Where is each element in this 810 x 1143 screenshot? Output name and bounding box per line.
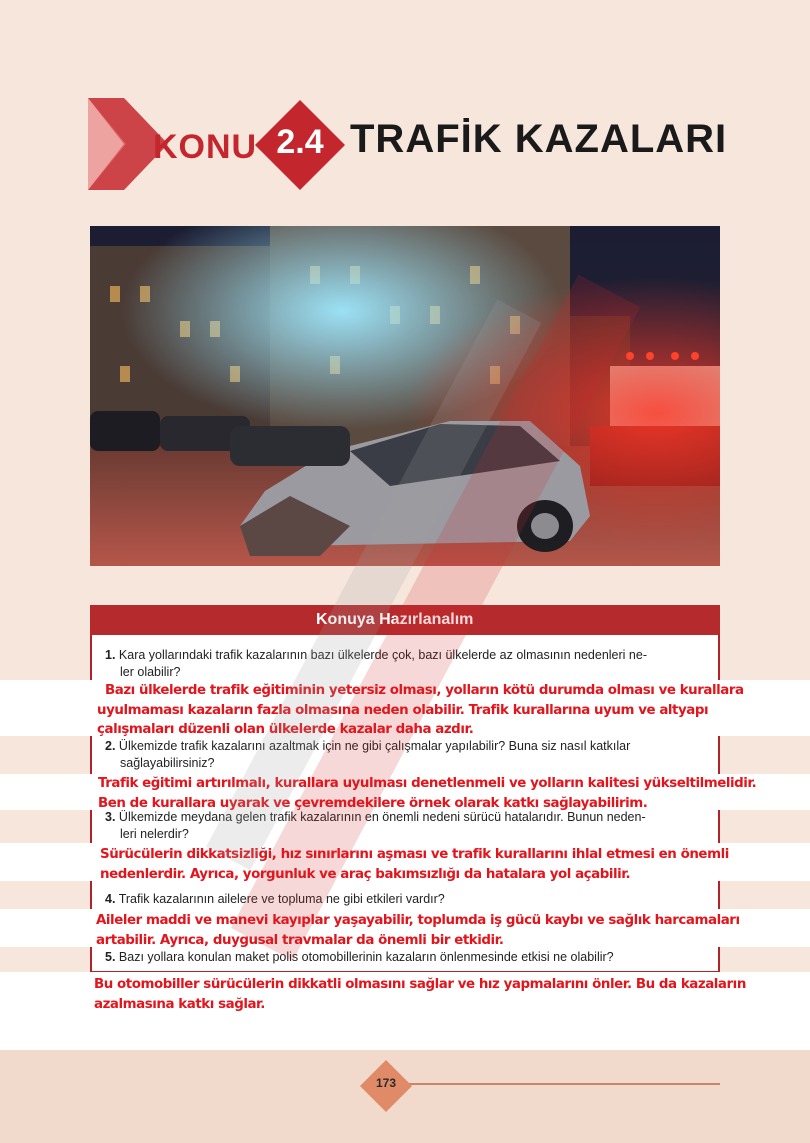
page-number: 173 (375, 1076, 397, 1090)
accident-photo (90, 226, 720, 566)
answer-3: Sürücülerin dikkatsizliği, hız sınırlarını aşması ve trafik kurallarını ihlal etmesi en önemli nedenlerdir. Ayrıca, yorgunluk ve araç bakımsızlığı da hatalara yol açabilir. (100, 847, 729, 882)
page-divider-line (400, 1083, 720, 1085)
question-3: 3. Ülkemizde meydana gelen trafik kazalarının en önemli nedeni sürücü hatalarıdır. Bunun neden- leri nelerdir? (105, 810, 646, 841)
answer-1: Bazı ülkelerde trafik eğitiminin yetersiz olması, yolların kötü durumda olması ve kurallara uyulmaması kazaların fazla olmasına neden olabilir. Trafik kurallarına uyum ve altyapı çalışmaları düzenli olan ülkelerde kazalar daha azdır. (97, 683, 744, 737)
question-1: 1. Kara yollarındaki trafik kazalarının bazı ülkelerde çok, bazı ülkelerde az olmasının nedenleri ne- ler olabilir? (105, 648, 647, 679)
question-5: 5. Bazı yollara konulan maket polis otomobillerinin kazaların önlenmesinde etkisi ne olabilir? (105, 950, 614, 964)
konu-label: KONU (153, 128, 258, 166)
question-4: 4. Trafik kazalarının ailelere ve topluma ne gibi etkileri vardır? (105, 892, 445, 906)
answer-5: Bu otomobiller sürücülerin dikkatli olmasını sağlar ve hız yapmalarını önler. Bu da kazaların azalmasına katkı sağlar. (94, 977, 746, 1012)
panel-title: Konuya Hazırlanalım (316, 611, 474, 628)
konu-number: 2.4 (276, 123, 324, 161)
question-2: 2. Ülkemizde trafik kazalarını azaltmak için ne gibi çalışmalar yapılabilir? Buna siz nasıl katkılar sağlayabilirsiniz? (105, 739, 631, 770)
answer-2: Trafik eğitimi artırılmalı, kurallara uyulması denetlenmeli ve yolların kalitesi yükseltilmelidir. Ben de kurallara uyarak ve çevremdekilere örnek olarak katkı sağlayabilirim. (98, 776, 757, 811)
page-title: TRAFİK KAZALARI (350, 117, 728, 161)
answer-4: Aileler maddi ve manevi kayıplar yaşayabilir, toplumda iş gücü kaybı ve sağlık harcamaları artabilir. Ayrıca, duygusal travmalar da önemli bir etkidir. (96, 913, 740, 948)
